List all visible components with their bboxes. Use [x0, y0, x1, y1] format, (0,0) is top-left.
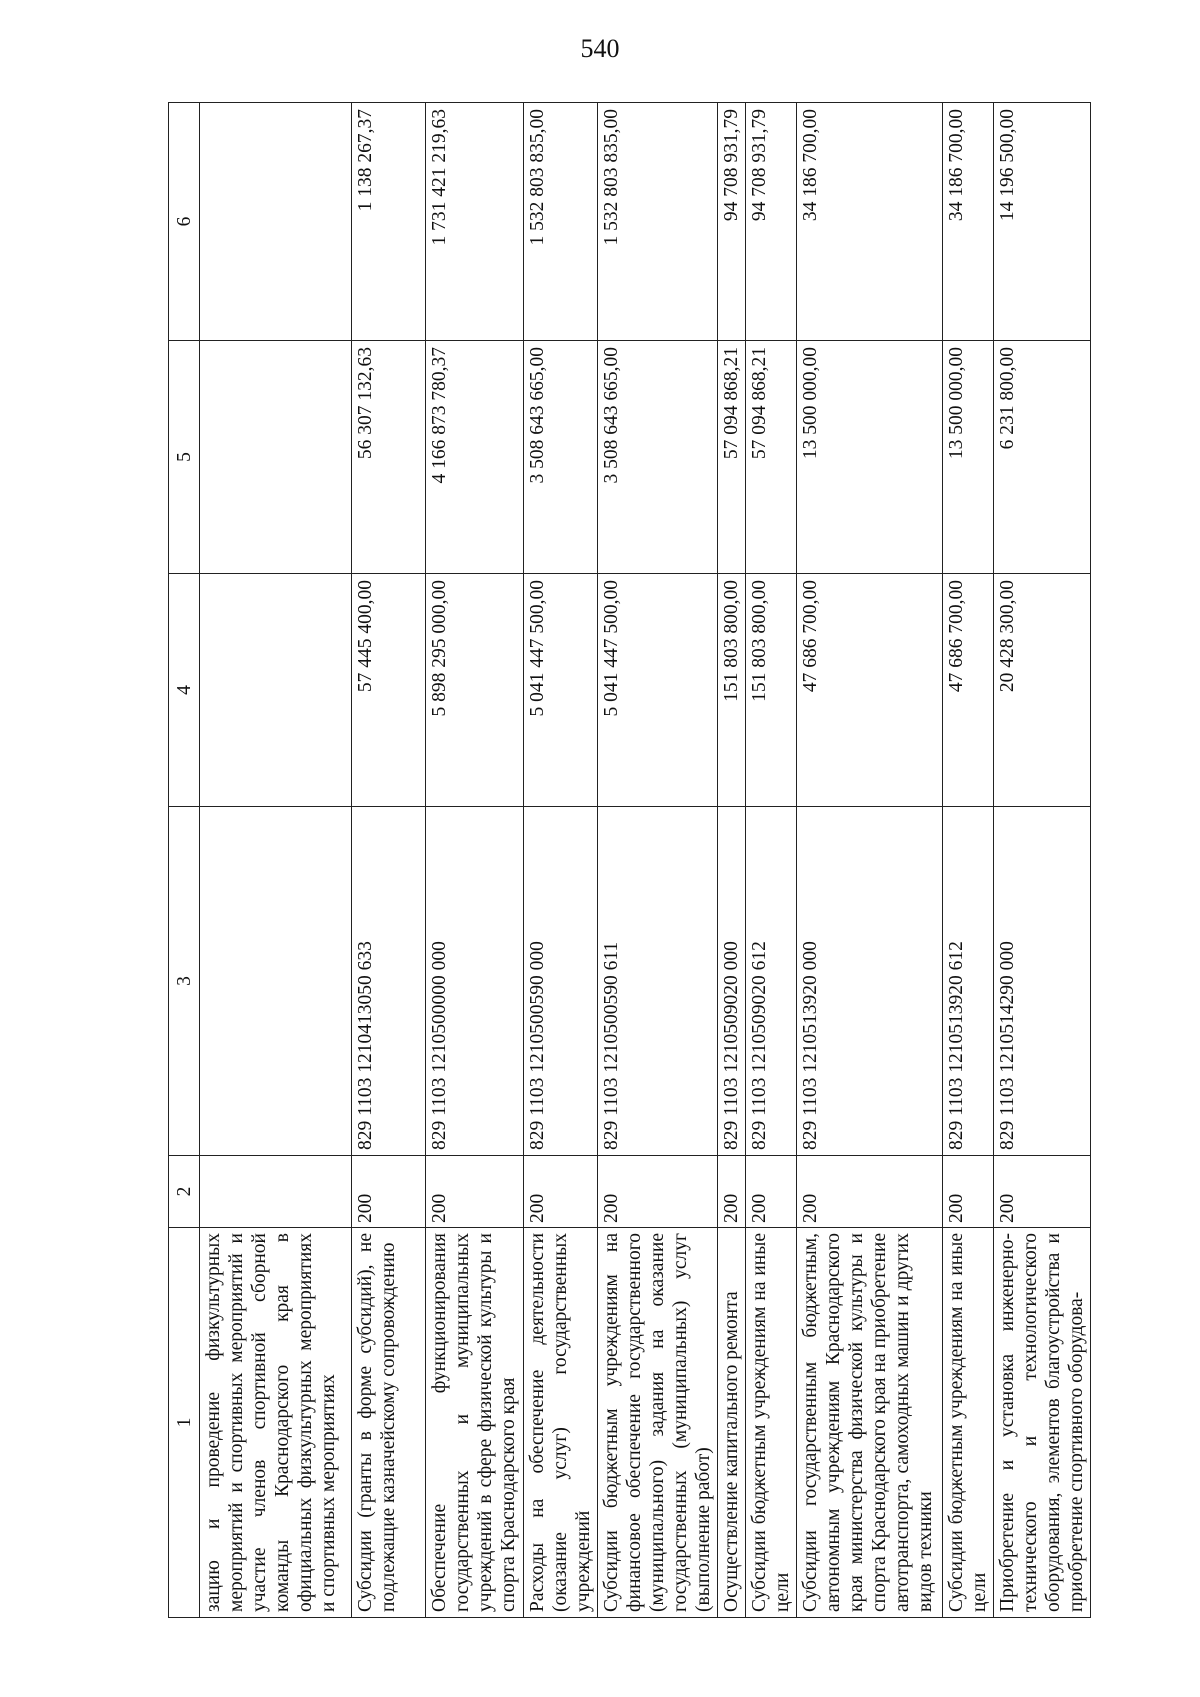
row-value-5: 6 231 800,00 — [994, 341, 1091, 574]
header-col-2: 2 — [169, 1156, 200, 1228]
row-description: Обеспечение функционирования государственных и муниципальных учреждений в сфере физической культуры и спорта Краснодарского края — [426, 1228, 524, 1618]
table-row — [200, 103, 352, 1618]
row-value-5 — [200, 341, 352, 574]
row-col2: 200 — [352, 1156, 426, 1228]
row-value-4: 5 898 295 000,00 — [426, 574, 524, 807]
row-col2: 200 — [797, 1156, 943, 1228]
row-value-6: 1 532 803 835,00 — [598, 103, 718, 341]
row-code: 829 1103 1210500590 611 — [598, 807, 718, 1156]
row-value-6: 1 532 803 835,00 — [524, 103, 598, 341]
row-code: 829 1103 1210514290 000 — [994, 807, 1091, 1156]
header-col-4: 4 — [169, 574, 200, 807]
row-value-5: 3 508 643 665,00 — [524, 341, 598, 574]
row-value-5: 13 500 000,00 — [943, 341, 994, 574]
row-value-4: 20 428 300,00 — [994, 574, 1091, 807]
budget-table-frame — [168, 103, 1087, 1618]
row-description: Субсидии государственным бюджетным, автономным учреждениям Краснодарского края министерства физической культуры и спорта Краснодарского края на приобретение автотранспорта, самоходных машин и других видов техники — [797, 1228, 943, 1618]
row-value-6: 94 708 931,79 — [718, 103, 746, 341]
row-description: Расходы на обеспечение деятельности (оказание услуг) государственных учреждений — [524, 1228, 598, 1618]
table-row — [718, 103, 746, 1618]
row-description: Приобретение и установка инженерно-технического и технологического оборудования, элементов благоустройства и приобретение спортивного оборудова- — [994, 1228, 1091, 1618]
header-col-5: 5 — [169, 341, 200, 574]
header-col-1: 1 — [169, 1228, 200, 1618]
row-value-4: 5 041 447 500,00 — [598, 574, 718, 807]
row-col2: 200 — [943, 1156, 994, 1228]
row-description: Субсидии бюджетным учреждениям на иные цели — [746, 1228, 797, 1618]
row-value-4: 151 803 800,00 — [746, 574, 797, 807]
row-code: 829 1103 1210513920 612 — [943, 807, 994, 1156]
row-col2: 200 — [426, 1156, 524, 1228]
row-value-6: 94 708 931,79 — [746, 103, 797, 341]
table-row — [598, 103, 718, 1618]
row-value-5: 57 094 868,21 — [718, 341, 746, 574]
row-col2: 200 — [718, 1156, 746, 1228]
row-value-6: 14 196 500,00 — [994, 103, 1091, 341]
table-row — [797, 103, 943, 1618]
row-value-5: 13 500 000,00 — [797, 341, 943, 574]
row-value-6: 1 731 421 219,63 — [426, 103, 524, 341]
header-col-6: 6 — [169, 103, 200, 341]
rotated-table-container — [168, 103, 1087, 1618]
table-row — [524, 103, 598, 1618]
row-value-5: 4 166 873 780,37 — [426, 341, 524, 574]
row-col2: 200 — [994, 1156, 1091, 1228]
row-code: 829 1103 1210500590 000 — [524, 807, 598, 1156]
row-col2: 200 — [524, 1156, 598, 1228]
row-value-6: 1 138 267,37 — [352, 103, 426, 341]
row-description: зацию и проведение физкультурных мероприятий и спортивных мероприятий и участие членов спортивной сборной команды Краснодарского края в официальных физкультурных мероприятиях и спортивных мероприятиях — [200, 1228, 352, 1618]
row-value-6 — [200, 103, 352, 341]
row-value-6: 34 186 700,00 — [797, 103, 943, 341]
row-description: Субсидии (гранты в форме субсидий), не подлежащие казначейскому сопровождению — [352, 1228, 426, 1618]
row-description: Субсидии бюджетным учреждениям на иные цели — [943, 1228, 994, 1618]
row-value-4: 47 686 700,00 — [943, 574, 994, 807]
row-col2: 200 — [598, 1156, 718, 1228]
row-value-6: 34 186 700,00 — [943, 103, 994, 341]
row-value-5: 3 508 643 665,00 — [598, 341, 718, 574]
table-row — [994, 103, 1091, 1618]
header-row — [169, 103, 200, 1618]
row-code: 829 1103 1210500000 000 — [426, 807, 524, 1156]
row-code: 829 1103 1210509020 000 — [718, 807, 746, 1156]
row-code: 829 1103 1210509020 612 — [746, 807, 797, 1156]
table-row — [426, 103, 524, 1618]
row-code: 829 1103 1210513920 000 — [797, 807, 943, 1156]
row-value-5: 57 094 868,21 — [746, 341, 797, 574]
budget-table — [168, 102, 1091, 1618]
row-value-4: 47 686 700,00 — [797, 574, 943, 807]
table-row — [352, 103, 426, 1618]
row-value-5: 56 307 132,63 — [352, 341, 426, 574]
row-value-4: 151 803 800,00 — [718, 574, 746, 807]
row-value-4: 57 445 400,00 — [352, 574, 426, 807]
header-col-3: 3 — [169, 807, 200, 1156]
row-value-4: 5 041 447 500,00 — [524, 574, 598, 807]
table-row — [746, 103, 797, 1618]
page-number: 540 — [580, 34, 620, 63]
row-col2 — [200, 1156, 352, 1228]
row-col2: 200 — [746, 1156, 797, 1228]
row-description: Субсидии бюджетным учреждениям на финансовое обеспечение государственного (муниципального) задания на оказание государственных (муниципальных) услуг (выполнение работ) — [598, 1228, 718, 1618]
table-row — [943, 103, 994, 1618]
row-value-4 — [200, 574, 352, 807]
row-code: 829 1103 1210413050 633 — [352, 807, 426, 1156]
row-code — [200, 807, 352, 1156]
row-description: Осуществление капитального ремонта — [718, 1228, 746, 1618]
